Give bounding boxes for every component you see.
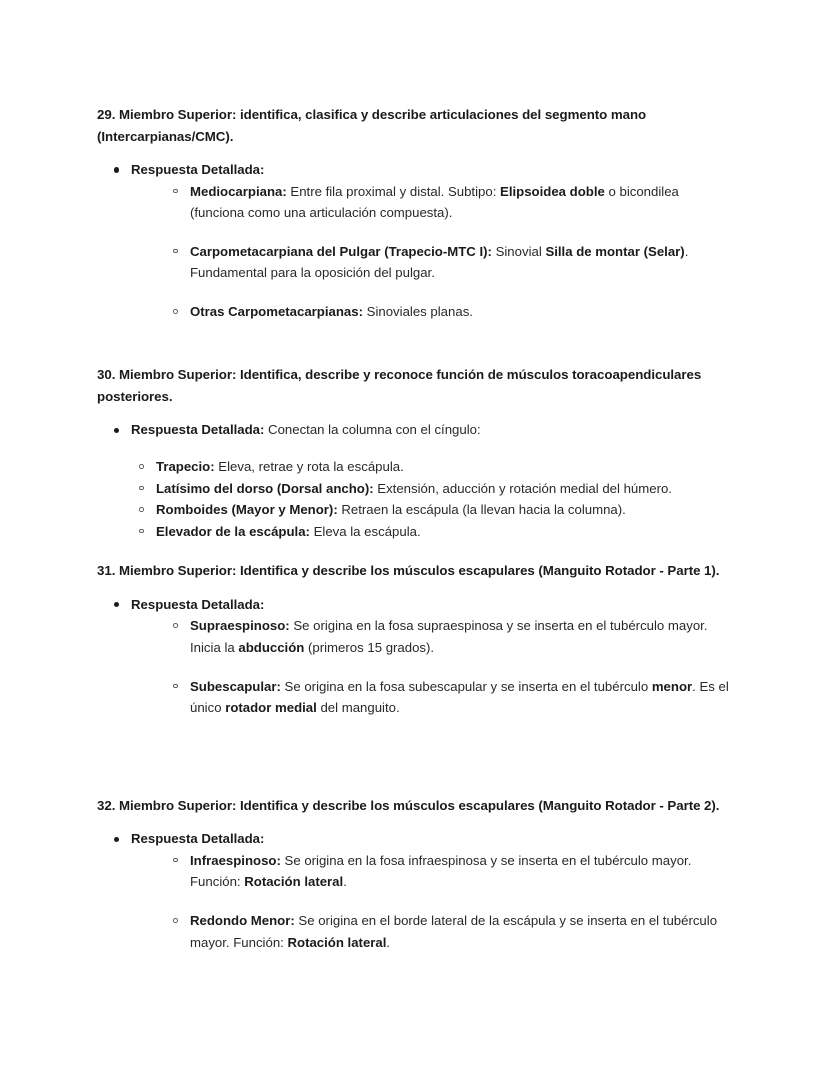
term-text: Se origina en el borde lateral de la escápula y se inserta en el tubérculo mayor. Función:: [190, 912, 718, 950]
list-item: [97, 594, 731, 719]
list-item: [165, 615, 731, 658]
term-text-cont: . Fundamental para la oposición del pulgar.: [190, 243, 689, 281]
term-label: Redondo Menor:: [190, 912, 295, 928]
detail-list-q32: [131, 850, 731, 953]
circle-bullet-icon: [139, 486, 144, 491]
list-item: [165, 241, 731, 284]
answer-intro: Conectan la columna con el cíngulo:: [264, 422, 481, 438]
answer-label: Respuesta Detallada:: [131, 831, 265, 847]
term-text: Entre fila proximal y distal. Subtipo:: [286, 183, 501, 199]
term-label: Carpometacarpiana del Pulgar (Trapecio-MTC I):: [190, 243, 492, 259]
answer-list-q30: [97, 419, 732, 441]
term-emphasis: Silla de montar (Selar): [545, 243, 685, 259]
list-item: [97, 419, 731, 441]
term-label: Trapecio:: [156, 458, 215, 474]
term-text-cont: .: [343, 874, 347, 890]
term-text: Retraen la escápula (la llevan hacia la columna).: [337, 502, 626, 518]
term-emphasis: Elipsoidea doble: [500, 183, 605, 199]
answer-list-q32: [97, 828, 732, 953]
term-text: Eleva, retrae y rota la escápula.: [214, 458, 404, 474]
section-q32: [97, 795, 732, 953]
term-text: Extensión, aducción y rotación medial del húmero.: [373, 480, 672, 496]
term-text-cont: o bicondilea (funciona como una articulación compuesta).: [190, 183, 679, 221]
page-title: 31. Miembro Superior: Identifica y describe los músculos escapulares (Manguito Rotador - Parte 1).: [97, 563, 720, 579]
term-text: Sinovial: [491, 243, 546, 259]
answer-list-q29: [97, 159, 732, 322]
list-item: [97, 828, 731, 953]
detail-list-q30: [97, 456, 732, 542]
disc-bullet-icon: [114, 167, 119, 172]
list-item: [97, 159, 731, 322]
page-title: 32. Miembro Superior: Identifica y describe los músculos escapulares (Manguito Rotador - Parte 2).: [97, 797, 720, 813]
term-emphasis-2: rotador medial: [225, 700, 317, 716]
page-title: 30. Miembro Superior: Identifica, describe y reconoce función de músculos toracoapendiculares posteriores.: [97, 367, 702, 404]
term-text: Se origina en la fosa supraespinosa y se inserta en el tubérculo mayor. Inicia la: [190, 618, 708, 655]
answer-label: Respuesta Detallada:: [131, 162, 265, 177]
section-q30: [97, 364, 732, 542]
disc-bullet-icon: [114, 837, 119, 842]
term-label: Infraespinoso:: [190, 852, 281, 868]
detail-list-q29: [131, 181, 731, 323]
answer-label: Respuesta Detallada:: [131, 422, 265, 438]
term-emphasis: Rotación lateral: [287, 934, 387, 950]
circle-bullet-icon: [173, 189, 178, 194]
disc-bullet-icon: [114, 428, 119, 433]
term-text-cont: . Es el único: [190, 678, 729, 716]
list-item: [131, 478, 732, 500]
list-item: [165, 676, 731, 719]
term-text: Sinoviales planas.: [362, 303, 473, 319]
list-item: [131, 499, 732, 521]
circle-bullet-icon: [139, 464, 144, 469]
term-text-cont: (primeros 15 grados).: [304, 639, 435, 655]
detail-list-q31: [131, 615, 731, 718]
term-text-end: del manguito.: [316, 700, 400, 716]
term-label: Supraespinoso:: [190, 618, 290, 634]
section-q29: [97, 104, 732, 322]
list-item: [165, 181, 731, 224]
circle-bullet-icon: [173, 623, 178, 628]
term-emphasis: menor: [651, 678, 693, 694]
term-label: Elevador de la escápula:: [156, 523, 310, 539]
term-emphasis: abducción: [238, 639, 305, 655]
term-text: Se origina en la fosa infraespinosa y se inserta en el tubérculo mayor. Función:: [190, 852, 692, 890]
term-text-cont: .: [386, 934, 391, 950]
term-text: Eleva la escápula.: [309, 523, 421, 539]
circle-bullet-icon: [173, 684, 178, 689]
list-item: [131, 456, 732, 478]
term-label: Mediocarpiana:: [190, 183, 287, 199]
term-label: Subescapular:: [190, 678, 281, 694]
term-label: Romboides (Mayor y Menor):: [156, 502, 338, 518]
page-title: 29. Miembro Superior: identifica, clasifica y describe articulaciones del segmento mano (Intercarpianas/CMC).: [97, 107, 647, 144]
term-emphasis: Rotación lateral: [244, 874, 344, 890]
circle-bullet-icon: [139, 529, 144, 534]
term-text: Se origina en la fosa subescapular y se inserta en el tubérculo: [280, 678, 652, 694]
section-q31: [97, 560, 732, 718]
list-item: [131, 521, 732, 543]
disc-bullet-icon: [114, 602, 119, 607]
circle-bullet-icon: [173, 918, 178, 923]
answer-list-q31: [97, 594, 732, 719]
list-item: [165, 910, 731, 953]
term-label: Latísimo del dorso (Dorsal ancho):: [156, 480, 374, 496]
circle-bullet-icon: [139, 507, 144, 512]
circle-bullet-icon: [173, 249, 178, 254]
list-item: [165, 301, 731, 323]
circle-bullet-icon: [173, 309, 178, 314]
list-item: [165, 850, 731, 893]
circle-bullet-icon: [173, 858, 178, 863]
term-label: Otras Carpometacarpianas:: [190, 303, 363, 319]
answer-label: Respuesta Detallada:: [131, 596, 265, 612]
